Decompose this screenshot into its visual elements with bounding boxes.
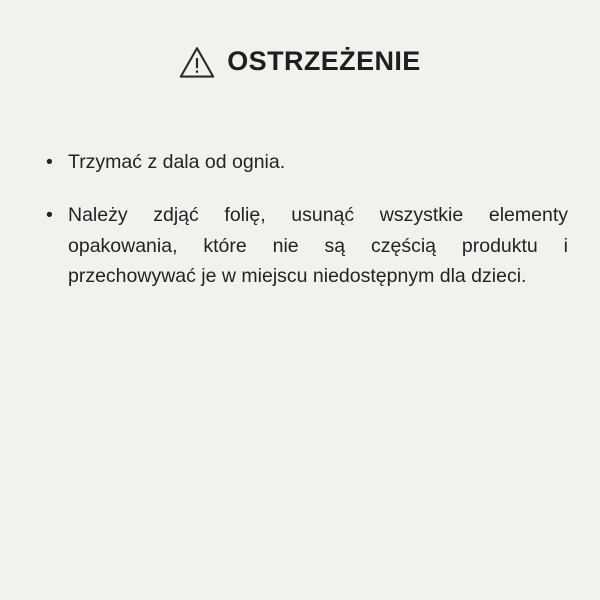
page-title: OSTRZEŻENIE [227, 46, 421, 76]
bullet-marker: • [46, 151, 53, 173]
list-item-text: Należy zdjąć folię, usunąć wszystkie elementy opakowania, które nie są częścią produktu i przechowywać je w miejscu niedostępnym dla dzieci. [68, 203, 568, 288]
warning-list [38, 147, 568, 292]
list-item-text: Trzymać z dala od ognia. [68, 151, 286, 173]
list-item [38, 147, 568, 178]
list-item [38, 200, 568, 292]
bullet-marker: • [46, 203, 53, 226]
warning-header [0, 0, 600, 79]
warning-triangle-icon [179, 44, 215, 79]
